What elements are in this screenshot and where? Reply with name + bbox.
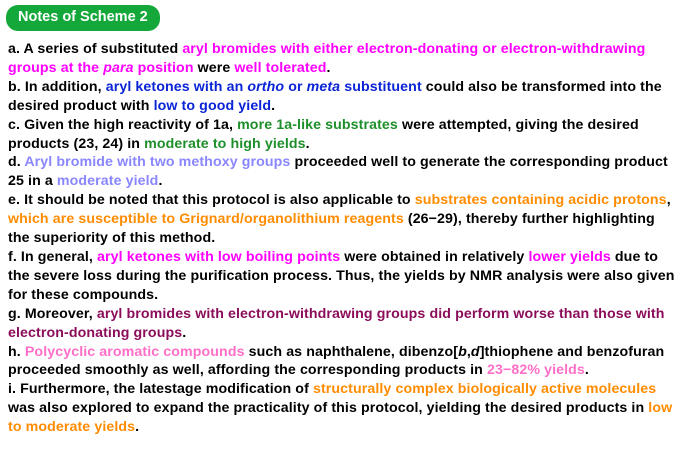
note-e-text: e. It should be noted that this protocol is also applicable to — [8, 192, 415, 209]
note-e: e. It should be noted that this protocol is also applicable to substrates containing acidic protons, which are susceptible to Grignard/organolithium reagents (26−29), thereby further highlighting the superiority of this method. — [8, 192, 671, 247]
note-i-text: i. Furthermore, the latestage modification of — [8, 381, 313, 398]
note-i: i. Furthermore, the latestage modification of structurally complex biologically active molecules was also explored to expand the practicality of this protocol, yielding the desired products in low to moderate yields. — [8, 381, 673, 436]
note-f-highlight-substrates: aryl ketones with low boiling points — [97, 248, 341, 265]
note-d: d. Aryl bromide with two methoxy groups proceeded well to generate the corresponding product 25 in a moderate yield. — [8, 154, 668, 190]
note-e-highlight-substrates: substrates containing acidic protons — [414, 192, 667, 209]
note-i-highlight-result: low to moderate yields — [8, 400, 673, 436]
note-f-text: were obtained in relatively — [340, 248, 529, 265]
note-g: g. Moreover, aryl bromides with electron-withdrawing groups did perform worse than those with electron-donating groups. — [8, 305, 665, 341]
note-b-text: could also be transformed into the desired product with — [8, 78, 662, 114]
note-a-text: a. A series of substituted — [8, 41, 183, 57]
note-i-text: was also explored to expand the practicality of this protocol, yielding the desired products in — [8, 400, 649, 417]
note-c-text: c. Given the high reactivity of 1a, — [8, 116, 238, 133]
note-b: b. In addition, aryl ketones with an ortho or meta substituent could also be transformed into the desired product with low to good yield. — [8, 78, 662, 114]
note-e-highlight-reagents: which are susceptible to Grignard/organolithium reagents — [8, 211, 404, 228]
note-h-text: such as naphthalene, dibenzo[ — [244, 343, 459, 360]
note-f-text: due to the severe loss during the purification process. Thus, the yields by NMR analysis were also given for these compounds. — [8, 248, 675, 303]
note-c-text: were attempted, giving the desired products (23, 24) in — [8, 116, 639, 152]
note-d-text: d. — [8, 154, 25, 171]
note-g-highlight-substrates: aryl bromides with electron-withdrawing groups did perform worse than those with electron-donating groups — [8, 305, 665, 341]
note-b-text: b. In addition, — [8, 78, 106, 95]
note-h-text: h. — [8, 343, 25, 360]
note-c-highlight-substrates: more 1a-like substrates — [237, 116, 398, 133]
note-b-highlight-result: low to good yield — [153, 97, 272, 114]
note-a-highlight-result: well tolerated — [234, 59, 327, 76]
note-f-highlight-result: lower yields — [528, 248, 611, 265]
note-h-highlight-result: 23−82% yields — [486, 362, 585, 379]
note-f-text: f. In general, — [8, 248, 98, 265]
notes-list — [8, 40, 676, 437]
note-h-highlight-substrates: Polycyclic aromatic compounds — [24, 343, 245, 360]
note-h: h. Polycyclic aromatic compounds such as naphthalene, dibenzo[b,d]thiophene and benzofuran proceeded smoothly as well, affording the corresponding products in 23−82% yields. — [8, 343, 665, 379]
note-b-highlight-substrates: aryl ketones with an ortho or meta substituent — [105, 78, 422, 95]
note-c-highlight-result: moderate to high yields — [144, 135, 306, 152]
note-a-highlight-substrates: aryl bromides with either electron-donating or electron-withdrawing groups at the para position — [8, 41, 646, 76]
note-g-text: g. Moreover, — [8, 305, 97, 322]
note-i-highlight-substrates: structurally complex biologically active molecules — [312, 381, 657, 398]
note-c: c. Given the high reactivity of 1a, more 1a-like substrates were attempted, giving the desired products (23, 24) in moderate to high yields. — [8, 116, 639, 152]
note-e-text: (26−29), thereby further highlighting the superiority of this method. — [8, 211, 655, 247]
note-d-highlight-substrates: Aryl bromide with two methoxy groups — [24, 154, 291, 171]
note-d-highlight-result: moderate yield — [56, 173, 159, 190]
notes-title-badge: Notes of Scheme 2 — [6, 5, 160, 31]
note-a: a. A series of substituted aryl bromides with either electron-donating or electron-withdrawing groups at the para position were well tolerated. — [8, 41, 646, 76]
note-f — [8, 248, 676, 305]
note-d-text: proceeded well to generate the corresponding product 25 in a — [8, 154, 668, 190]
note-a-text: were — [193, 59, 235, 76]
